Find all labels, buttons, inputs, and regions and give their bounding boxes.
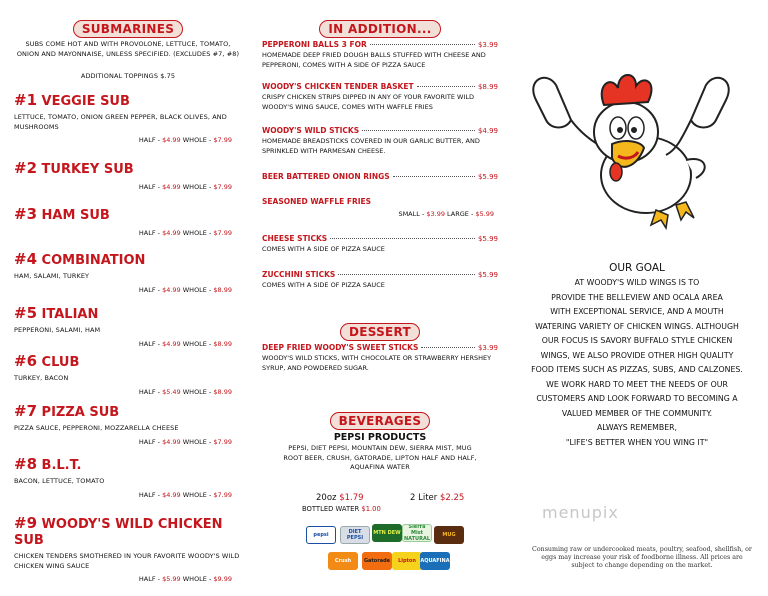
sub-item-prices: HALF - $5.99 WHOLE - $9.99 — [138, 575, 232, 583]
submarines-intro: SUBS COME HOT AND WITH PROVOLONE, LETTUCE, TOMATO, ONION AND MAYONNAISE, UNLESS SPECIFIED. (EXCLUDES #7, #8) — [16, 40, 240, 58]
sub-item-name: #5 ITALIAN — [14, 304, 99, 322]
dessert-price: $3.99 — [477, 344, 498, 352]
sub-item-prices: HALF - $4.99 WHOLE - $7.99 — [138, 183, 232, 191]
sub-whole-price: $7.99 — [213, 437, 232, 446]
sub-item-prices: HALF - $4.99 WHOLE - $8.99 — [138, 285, 232, 294]
addition-item-name: ZUCCHINI STICKS — [262, 270, 336, 279]
bev-size-2liter: 2 Liter $2.25 — [410, 493, 465, 503]
sub-item-prices: HALF - $4.99 WHOLE - $7.99 — [138, 136, 232, 144]
sub-item-name: #3 HAM SUB — [14, 205, 110, 223]
goal-line: ALWAYS REMEMBER, — [596, 423, 678, 432]
addition-item-price: $3.99 — [477, 41, 498, 49]
goal-line: CUSTOMERS AND LOOK FORWARD TO BECOMING A — [536, 394, 738, 403]
sub-whole-price: $8.99 — [213, 387, 232, 396]
sub-item-prices: HALF - $4.99 WHOLE - $7.99 — [138, 229, 232, 237]
dessert-name: DEEP FRIED WOODY'S SWEET STICKS — [262, 343, 419, 352]
sub-item-name: #6 CLUB — [14, 352, 80, 370]
goal-line: VALUED MEMBER OF THE COMMUNITY. — [561, 408, 713, 418]
sub-half-price: $4.99 — [162, 229, 181, 237]
goal-line: WITH EXCEPTIONAL SERVICE, AND A MOUTH — [550, 307, 724, 316]
addition-item-name: BEER BATTERED ONION RINGS — [262, 172, 390, 181]
sub-item — [14, 251, 246, 294]
sub-item-name: #1 VEGGIE SUB — [14, 91, 130, 109]
beverages-title: BEVERAGES — [330, 412, 431, 430]
goal-line: WINGS, WE ALSO PROVIDE OTHER HIGH QUALITY — [540, 350, 734, 360]
waffle-fries-prices: SMALL - $3.99 LARGE - $5.99 — [398, 210, 494, 218]
sub-item-name: #2 TURKEY SUB — [14, 159, 134, 177]
addition-item — [262, 82, 498, 112]
goal-line: OUR FOCUS IS SAVORY BUFFALO STYLE CHICKEN — [541, 336, 733, 345]
addition-item — [262, 126, 498, 156]
bottled-water: BOTTLED WATER $1.00 — [302, 505, 381, 513]
beverages-list: PEPSI, DIET PEPSI, MOUNTAIN DEW, SIERRA MIST, MUG ROOT BEER, CRUSH, GATORADE, LIPTON HALF AND HALF, AQUAFINA WATER — [283, 444, 477, 471]
bev-size-20oz: 20oz $1.79 — [316, 493, 364, 503]
sub-half-price: $4.99 — [162, 490, 181, 499]
sub-whole-price: $7.99 — [213, 490, 232, 499]
beverage-logo-icon: Crush — [328, 552, 358, 570]
addition-item-name: PEPPERONI BALLS 3 FOR — [262, 40, 367, 49]
addition-item — [262, 40, 498, 70]
bev-price-20oz: $1.79 — [339, 493, 364, 503]
chicken-mascot-icon — [526, 60, 736, 230]
goal-line: WATERING VARIETY OF CHICKEN WINGS. ALTHOUGH — [535, 321, 739, 331]
beverage-logo-icon: AQUAFINA — [420, 552, 450, 570]
addition-title: IN ADDITION... — [319, 20, 440, 38]
addition-item-name: CHEESE STICKS — [262, 234, 328, 243]
sub-item-prices: HALF - $5.49 WHOLE - $8.99 — [138, 387, 232, 396]
beverage-logo-icon: Sierra Mist NATURAL — [403, 524, 431, 542]
submarines-title: SUBMARINES — [73, 20, 183, 38]
sub-item — [14, 515, 246, 583]
sub-whole-price: $9.99 — [213, 575, 232, 583]
addition-item — [262, 197, 498, 218]
sub-item-desc: HAM, SALAMI, TURKEY — [14, 272, 90, 280]
addition-item-name: WOODY'S CHICKEN TENDER BASKET — [262, 82, 414, 91]
bev-price-2liter: $2.25 — [439, 493, 465, 503]
sub-half-price: $4.99 — [162, 437, 181, 446]
goal-line: "LIFE'S BETTER WHEN YOU WING IT" — [565, 437, 709, 447]
sub-item — [14, 403, 246, 446]
fries-large-price: $5.99 — [475, 210, 494, 218]
sub-whole-price: $8.99 — [213, 285, 232, 294]
goal-title: OUR GOAL — [609, 262, 665, 274]
addition-item-price: $5.99 — [477, 173, 498, 181]
addition-item — [262, 172, 498, 181]
bottled-water-price: $1.00 — [361, 505, 381, 513]
sub-item-desc: PIZZA SAUCE, PEPPERONI, MOZZARELLA CHEESE — [14, 424, 179, 432]
beverage-logo-icon: Gatorade — [362, 552, 392, 570]
sub-item-prices: HALF - $4.99 WHOLE - $8.99 — [138, 339, 232, 348]
sub-half-price: $5.99 — [162, 575, 181, 583]
addition-item-price: $4.99 — [477, 127, 498, 135]
goal-text — [506, 276, 768, 450]
sub-item — [14, 353, 246, 396]
disclaimer: Consuming raw or undercooked meats, poultry, seafood, shellfish, or eggs may increase your risk of foodborne illness. All prices are subject to change depending on the market. — [532, 546, 752, 569]
beverages-subtitle: PEPSI PRODUCTS — [333, 432, 427, 443]
goal-line: FOOD ITEMS SUCH AS PIZZAS, SUBS, AND CALZONES. — [531, 365, 743, 374]
addition-item — [262, 234, 498, 255]
addition-item-desc: HOMEMADE BREADSTICKS COVERED IN OUR GARLIC BUTTER, AND SPRINKLED WITH PARMESAN CHEESE. — [262, 137, 480, 155]
sub-item-prices: HALF - $4.99 WHOLE - $7.99 — [138, 437, 232, 446]
goal-line: AT WOODY'S WILD WINGS IS TO — [574, 278, 700, 287]
goal-line: PROVIDE THE BELLEVIEW AND OCALA AREA — [551, 292, 723, 302]
fries-small-price: $3.99 — [426, 210, 445, 218]
sub-item — [14, 206, 246, 237]
sub-item — [14, 456, 246, 499]
addition-item-desc: COMES WITH A SIDE OF PIZZA SAUCE — [262, 281, 385, 289]
dessert-title: DESSERT — [340, 323, 420, 341]
sub-item-desc: LETTUCE, TOMATO, ONION GREEN PEPPER, BLACK OLIVES, AND MUSHROOMS — [14, 113, 227, 131]
addition-item-price: $5.99 — [477, 271, 498, 279]
sub-item-desc: TURKEY, BACON — [14, 374, 69, 382]
sub-item-name: #8 B.L.T. — [14, 455, 82, 473]
sub-half-price: $4.99 — [162, 183, 181, 191]
addition-item-name: SEASONED WAFFLE FRIES — [262, 197, 372, 206]
addition-item-desc: COMES WITH A SIDE OF PIZZA SAUCE — [262, 245, 385, 253]
dessert-desc: WOODY'S WILD STICKS, WITH CHOCOLATE OR STRAWBERRY HERSHEY SYRUP, AND POWDERED SUGAR. — [262, 354, 492, 372]
sub-item-prices: HALF - $4.99 WHOLE - $7.99 — [138, 490, 232, 499]
sub-whole-price: $8.99 — [213, 339, 232, 348]
sub-half-price: $4.99 — [162, 136, 181, 144]
sub-item-desc: CHICKEN TENDERS SMOTHERED IN YOUR FAVORITE WOODY'S WILD CHICKEN WING SAUCE — [14, 552, 240, 570]
addition-item-price: $8.99 — [477, 83, 498, 91]
sub-whole-price: $7.99 — [213, 136, 232, 144]
sub-item-desc: PEPPERONI, SALAMI, HAM — [14, 326, 101, 334]
sub-item-desc: BACON, LETTUCE, TOMATO — [14, 477, 105, 485]
sub-half-price: $4.99 — [162, 285, 181, 294]
goal-line: WE WORK HARD TO MEET THE NEEDS OF OUR — [546, 379, 728, 389]
addition-item-desc: HOMEMADE DEEP FRIED DOUGH BALLS STUFFED WITH CHEESE AND PEPPERONI, COMES WITH A SIDE OF PIZZA SAUCE — [262, 51, 486, 69]
addition-item-name: WOODY'S WILD STICKS — [262, 126, 360, 135]
beverage-logo-icon: MTN DEW — [372, 524, 402, 542]
additional-toppings: ADDITIONAL TOPPINGS $.75 — [80, 72, 176, 80]
sub-item-name: #4 COMBINATION — [14, 250, 146, 268]
sub-item — [14, 160, 246, 191]
beverage-logo-icon: Lipton — [392, 552, 422, 570]
beverage-logo-icon: pepsi — [306, 526, 336, 544]
sub-half-price: $4.99 — [162, 339, 181, 348]
sub-item-name: #9 WOODY'S WILD CHICKEN SUB — [14, 514, 223, 548]
dessert-item — [262, 343, 498, 373]
sub-half-price: $5.49 — [162, 387, 181, 396]
sub-whole-price: $7.99 — [213, 183, 232, 191]
addition-item — [262, 270, 498, 291]
beverage-logo-icon: MUG — [434, 526, 464, 544]
sub-item — [14, 305, 246, 348]
sub-item — [14, 92, 246, 144]
menupix-watermark: menupix — [542, 503, 619, 522]
addition-item-desc: CRISPY CHICKEN STRIPS DIPPED IN ANY OF YOUR FAVORITE WILD WOODY'S WING SAUCE, COMES WITH WAFFLE FRIES — [262, 93, 475, 111]
sub-whole-price: $7.99 — [213, 229, 232, 237]
addition-item-price: $5.99 — [477, 235, 498, 243]
sub-item-name: #7 PIZZA SUB — [14, 402, 120, 420]
beverage-logo-icon: DIET PEPSI — [340, 526, 370, 544]
